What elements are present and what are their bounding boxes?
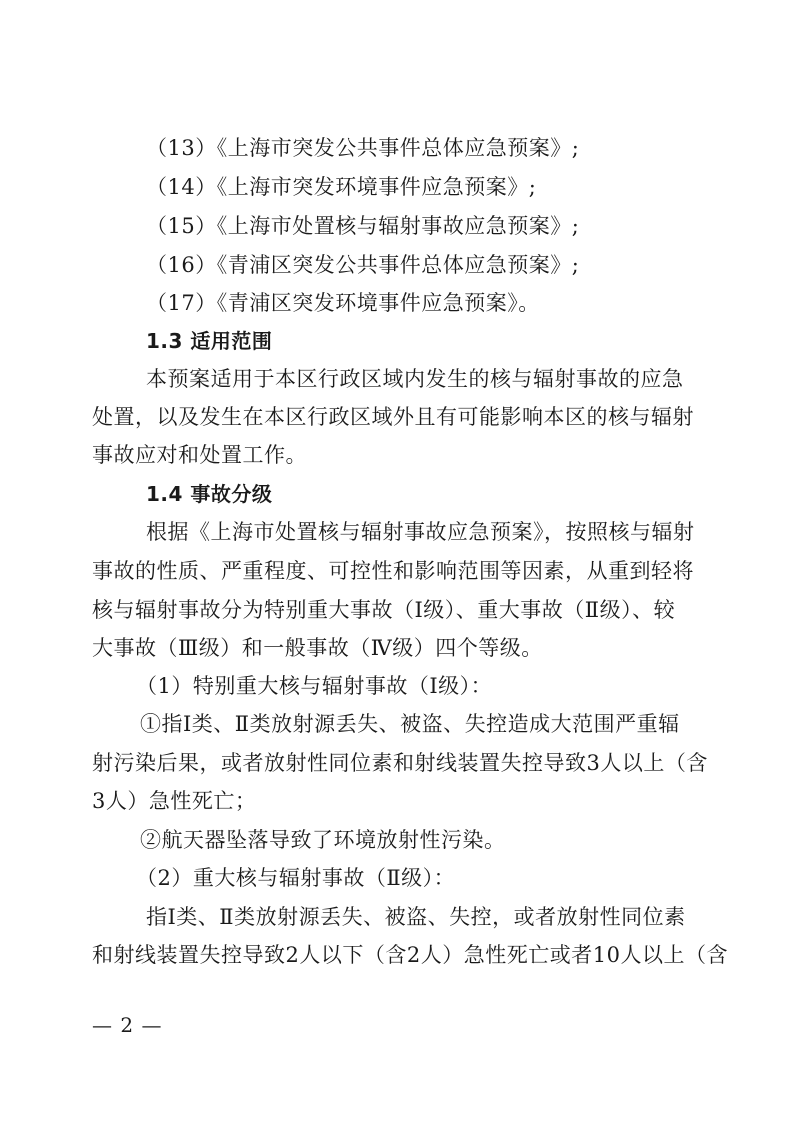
paragraph-line: ①指I类、Ⅱ类放射源丢失、被盗、失控造成大范围严重辐 [140, 712, 680, 736]
paragraph-line: 射污染后果，或者放射性同位素和射线装置失控导致3人以上（含 [92, 751, 708, 775]
reference-item: （14）《上海市突发环境事件应急预案》; [146, 175, 537, 199]
paragraph-line: 指I类、Ⅱ类放射源丢失、被盗、失控，或者放射性同位素 [146, 905, 686, 929]
paragraph-line: 事故的性质、严重程度、可控性和影响范围等因素，从重到轻将 [92, 559, 694, 583]
paragraph-line: 和射线装置失控导致2人以下（含2人）急性死亡或者10人以上（含 [92, 943, 728, 967]
paragraph-line: 根据《上海市处置核与辐射事故应急预案》，按照核与辐射 [146, 520, 695, 544]
level-1-title: （1）特别重大核与辐射事故（I级）： [136, 674, 493, 698]
section-heading-1-3: 1.3 适用范围 [146, 329, 273, 353]
paragraph-line: 核与辐射事故分为特别重大事故（I级）、重大事故（Ⅱ级）、较 [92, 598, 676, 622]
paragraph-line: 本预案适用于本区行政区域内发生的核与辐射事故的应急 [146, 367, 684, 391]
paragraph-line: 大事故（Ⅲ级）和一般事故（Ⅳ级）四个等级。 [92, 636, 543, 660]
reference-item: （17）《青浦区突发环境事件应急预案》。 [146, 291, 540, 315]
page-number: — 2 — [92, 1013, 163, 1037]
paragraph-line: 3人）急性死亡； [92, 789, 257, 813]
section-heading-1-4: 1.4 事故分级 [146, 482, 273, 506]
reference-item: （16）《青浦区突发公共事件总体应急预案》; [146, 253, 580, 277]
level-2-title: （2）重大核与辐射事故（Ⅱ级）： [136, 866, 456, 890]
paragraph-line: ②航天器坠落导致了环境放射性污染。 [140, 828, 506, 852]
reference-item: （13）《上海市突发公共事件总体应急预案》; [146, 136, 580, 160]
paragraph-line: 事故应对和处置工作。 [92, 443, 307, 467]
reference-item: （15）《上海市处置核与辐射事故应急预案》; [146, 214, 580, 238]
paragraph-line: 处置，以及发生在本区行政区域外且有可能影响本区的核与辐射 [92, 405, 694, 429]
